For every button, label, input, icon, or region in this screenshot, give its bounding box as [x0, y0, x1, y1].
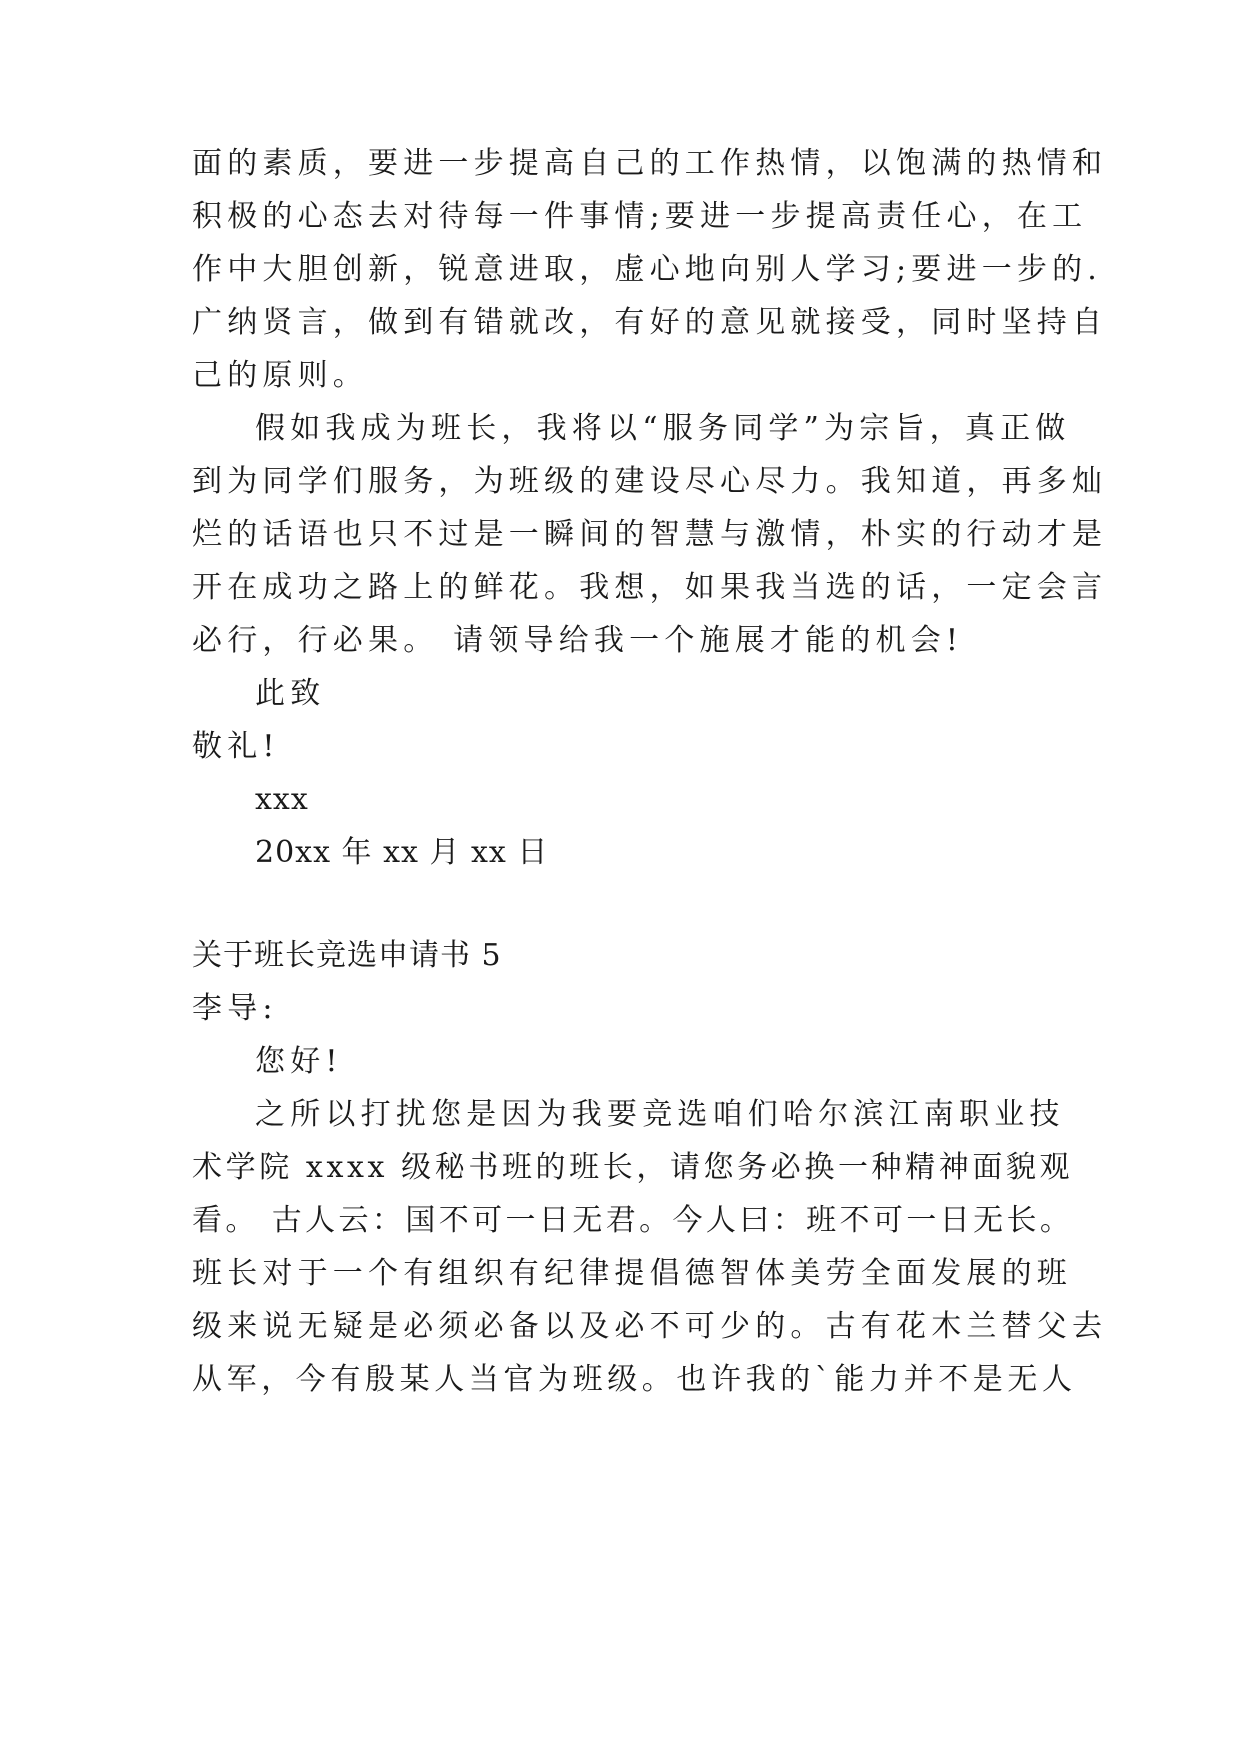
paragraph-1-line-4: 广纳贤言，做到有错就改，有好的意见就接受，同时坚持自 [192, 305, 1108, 340]
date: 20xx 年 xx 月 xx 日 [255, 835, 549, 870]
paragraph-1-line-2: 积极的心态去对待每一件事情;要进一步提高责任心，在工 [192, 199, 1088, 234]
section-title: 关于班长竞选申请书 5 [192, 938, 502, 973]
paragraph-1-line-3: 作中大胆创新，锐意进取，虚心地向别人学习;要进一步的. [192, 252, 1103, 287]
signature: xxx [255, 782, 309, 817]
paragraph-1-line-5: 己的原则。 [192, 358, 368, 393]
paragraph-3-line-2: 术学院 xxxx 级秘书班的班长，请您务必换一种精神面貌观 [192, 1150, 1074, 1185]
paragraph-2-line-5: 必行，行必果。 请领导给我一个施展才能的机会! [192, 623, 964, 658]
closing-line-2: 敬礼! [192, 729, 280, 764]
paragraph-2-line-4: 开在成功之路上的鲜花。我想，如果我当选的话，一定会言 [192, 570, 1108, 605]
paragraph-3-line-1: 之所以打扰您是因为我要竞选咱们哈尔滨江南职业技 [255, 1097, 1065, 1132]
salutation: 李导: [192, 991, 278, 1026]
paragraph-3-line-4: 班长对于一个有组织有纪律提倡德智体美劳全面发展的班 [192, 1256, 1072, 1291]
paragraph-3-line-6: 从军，今有殷某人当官为班级。也许我的`能力并不是无人 [192, 1362, 1077, 1397]
paragraph-1-line-1: 面的素质，要进一步提高自己的工作热情，以饱满的热情和 [192, 146, 1108, 181]
paragraph-2-line-2: 到为同学们服务，为班级的建设尽心尽力。我知道，再多灿 [192, 464, 1108, 499]
paragraph-2-line-3: 烂的话语也只不过是一瞬间的智慧与激情，朴实的行动才是 [192, 517, 1108, 552]
paragraph-3-line-5: 级来说无疑是必须必备以及必不可少的。古有花木兰替父去 [192, 1309, 1108, 1344]
closing-line-1: 此致 [255, 676, 326, 711]
paragraph-3-line-3: 看。 古人云：国不可一日无君。今人曰：班不可一日无长。 [192, 1203, 1074, 1238]
greeting: 您好! [255, 1044, 343, 1079]
paragraph-2-line-1: 假如我成为班长，我将以“服务同学”为宗旨，真正做 [255, 411, 1071, 446]
